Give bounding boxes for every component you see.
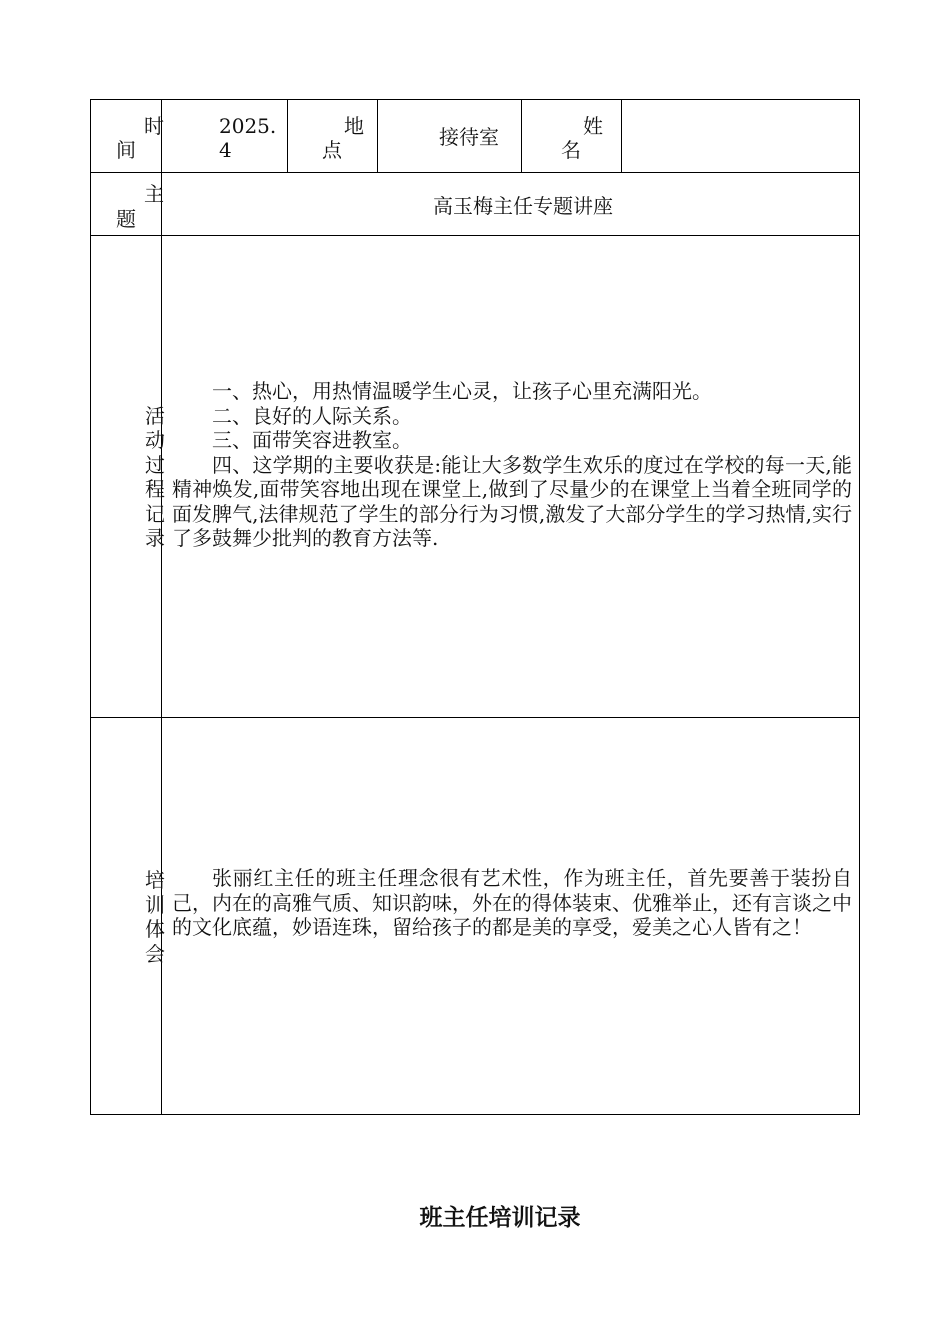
table-border-left [90, 99, 91, 1115]
table-border-bottom [90, 1114, 860, 1115]
name-label: 名 [561, 138, 581, 162]
activity-line: 一、热心，用热情温暖学生心灵，让孩子心里充满阳光。 [212, 379, 712, 403]
name-label: 姓 [583, 114, 603, 138]
training-label-char: 培 [145, 868, 165, 892]
activity-label-char: 录 [145, 526, 165, 550]
time-value: 2025. [219, 114, 277, 138]
activity-label-char: 过 [145, 453, 165, 477]
activity-label-char: 动 [145, 428, 165, 452]
training-paragraph: 张丽红主任的班主任理念很有艺术性，作为班主任，首先要善于装扮自己，内在的高雅气质、知识韵味，外在的得体装束、优雅举止，还有言谈之中的文化底蕴，妙语连珠，留给孩子的都是美的享受，爱美之心人皆有之！ [172, 866, 852, 939]
training-label-char: 会 [145, 942, 165, 966]
training-reflection-text [172, 866, 852, 940]
time-label: 间 [116, 138, 136, 162]
topic-label: 题 [116, 207, 136, 231]
topic-value: 高玉梅主任专题讲座 [433, 194, 613, 218]
training-label-char: 训 [145, 893, 165, 917]
column-divider [287, 99, 288, 173]
table-border-right [859, 99, 860, 1115]
activity-label-char: 程 [145, 477, 165, 501]
column-divider [621, 99, 622, 173]
time-label: 时 [144, 114, 164, 138]
topic-label: 主 [144, 182, 164, 206]
activity-line: 二、良好的人际关系。 [212, 403, 412, 428]
row-divider [90, 172, 860, 173]
table-border-top [90, 99, 860, 100]
activity-label-char: 活 [145, 404, 165, 428]
activity-record-text [172, 379, 852, 551]
time-value: 4 [219, 138, 232, 162]
row-divider [90, 717, 860, 718]
training-label-char: 体 [145, 917, 165, 941]
column-divider [521, 99, 522, 173]
column-divider [377, 99, 378, 173]
activity-label-char: 记 [145, 502, 165, 526]
activity-line: 四、这学期的主要收获是:能让大多数学生欢乐的度过在学校的每一天,能精神焕发,面带笑容地出现在课堂上,做到了尽量少的在课堂上当着全班同学的面发脾气,法律规范了学生的部分行为习惯,激发了大部分学生的学习热情,实行了多鼓舞少批判的教育方法等. [172, 452, 852, 550]
row-divider [90, 235, 860, 236]
activity-line: 三、面带笑容进教室。 [212, 428, 412, 452]
place-value: 接待室 [439, 125, 499, 149]
place-label: 地 [344, 114, 364, 138]
place-label: 点 [322, 138, 342, 162]
page-title: 班主任培训记录 [419, 1205, 581, 1231]
